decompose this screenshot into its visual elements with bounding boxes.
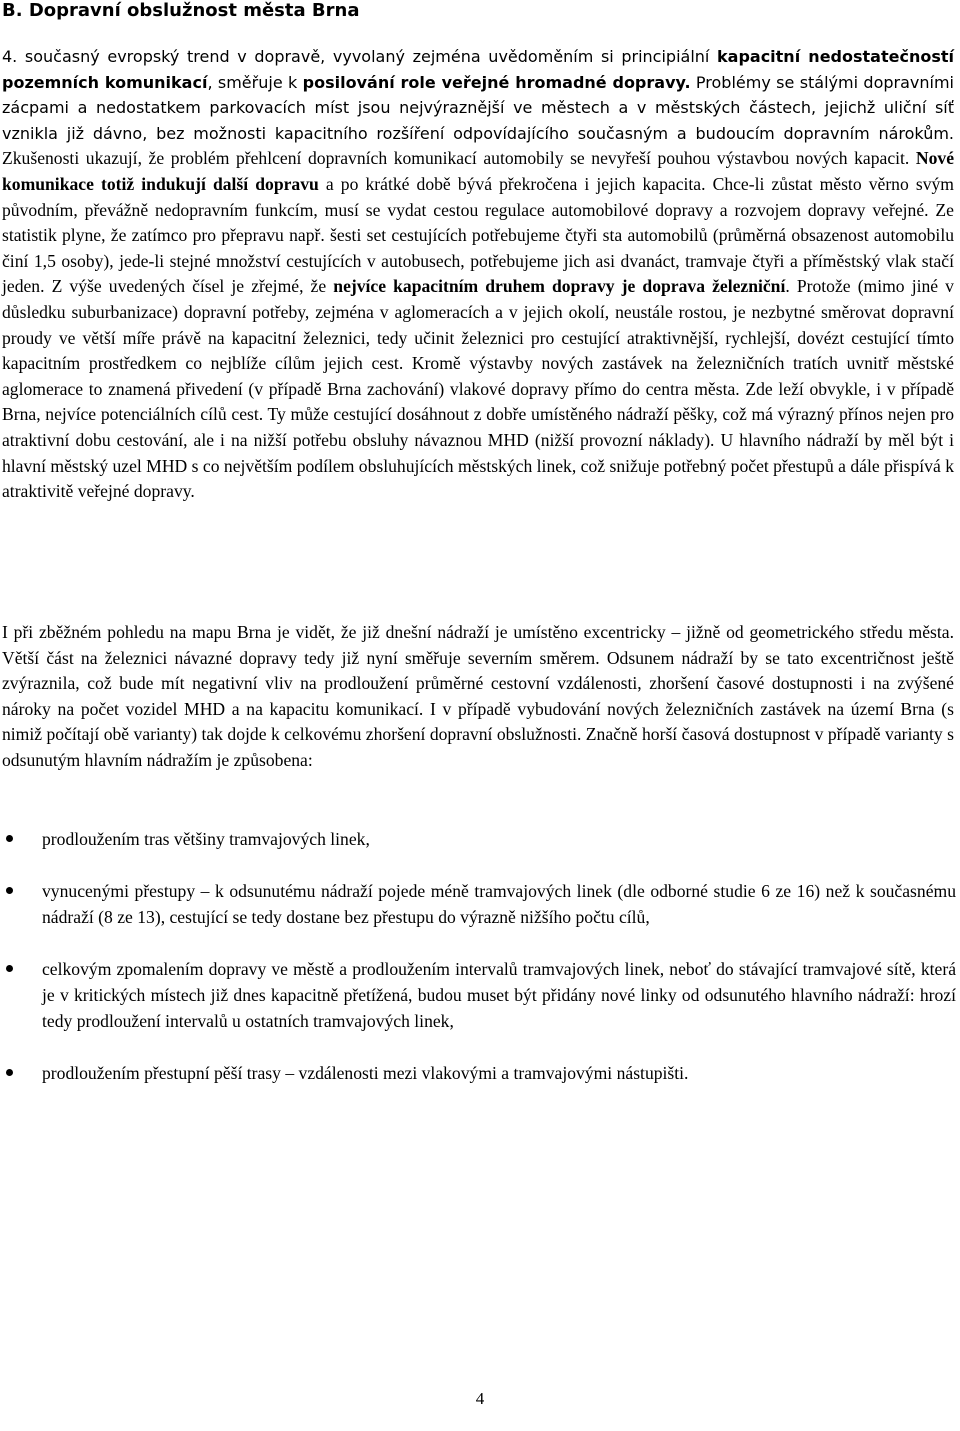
list-item xyxy=(0,1060,956,1086)
list-item-text: prodloužením tras většiny tramvajových linek, xyxy=(42,829,370,849)
bold-text: nejvíce kapacitním druhem dopravy je doprava železniční xyxy=(333,276,786,297)
bullet-icon xyxy=(6,965,13,972)
paragraph-intro xyxy=(2,44,954,505)
paragraph-text: . Protože (mimo jiné v důsledku suburbanizace) dopravní potřeby, zejména v aglomeracích a v jejich okolí, neustále rostou, je nezbytné směrovat dopravní proudy ve větší míře právě na kapacitní železnici, tedy učinit železnici pro cestující atraktivnější, rychlejší, dovézt cestující tímto kapacitním prostředkem co nejblíže cílům jejich cest. Kromě výstavby nových zastávek na železničních tratích uvnitř městské aglomerace to znamená přivedení (v případě Brna zachování) vlakové dopravy přímo do centra města. Zde leží obvykle, i v případě Brna, nejvíce potenciálních cílů cest. Ty může cestující dosáhnout z dobře umístěného nádraží pěšky, což má výrazný přínos nejen pro atraktivní dobu cestování, ale i na nižší potřebu obsluhy návaznou MHD (nižší provozní náklady). U hlavního nádraží by měl být i hlavní městský uzel MHD s co největším podílem obsluhujících městských linek, což snižuje potřebný počet přestupů a dále přispívá k atraktivitě veřejné dopravy. xyxy=(2,276,954,502)
paragraph-text: , směřuje k xyxy=(207,72,303,92)
list-item xyxy=(0,878,956,930)
paragraph-text: a po krátké době bývá překročena i jejich kapacita. Chce-li zůstat město věrno svým původním, převážně nedopravním funkcím, musí se vydat cestou regulace automobilové dopravy a rozvojem dopravy veřejné. Ze statistik plyne, že zatímco pro přepravu např. šesti set cestujících potřebujeme čtyři sta automobilů (průměrná obsazenost automobilu činí 1,5 osoby), jede-li stejné množství cestujících v autobusech, potřebujeme jich asi dvanáct, tramvaje čtyři a příměstský vlak stačí jeden. Z výše uvedených čísel je zřejmé, že xyxy=(2,173,954,297)
section-heading: B. Dopravní obslužnost města Brna xyxy=(2,0,360,21)
page-number: 4 xyxy=(475,1389,485,1408)
bullet-icon xyxy=(6,1069,13,1076)
paragraph-text: Zkušenosti ukazují, že problém přehlcení dopravních komunikací automobily se nevyřeší pouhou výstavbou nových kapacit. xyxy=(2,148,916,169)
bold-text: kapacitní nedostatečností pozemních komunikací xyxy=(2,47,954,92)
list-item-text: vynucenými přestupy – k odsunutému nádraží pojede méně tramvajových linek (dle odborné studie 6 ze 16) než k současnému nádraží (8 ze 13), cestující se tedy dostane bez přestupu do výrazně nižšího počtu cílů, xyxy=(42,881,956,927)
list-item-text: prodloužením přestupní pěší trasy – vzdálenosti mezi vlakovými a tramvajovými nástupišti. xyxy=(42,1063,689,1083)
paragraph-text: 4. současný evropský trend v dopravě, vyvolaný zejména uvědoměním si principiální xyxy=(2,47,717,66)
bullet-icon xyxy=(6,887,13,894)
bullet-icon xyxy=(6,835,13,842)
paragraph-text: Problémy se stálými dopravními zácpami a nedostatkem parkovacích míst jsou nejvýraznější ve městech a v městských částech, jejichž uliční síť vznikla již dávno, bez možnosti kapacitního rozšíření odpovídajícího současným a budoucím dopravním nárokům. xyxy=(2,72,954,143)
paragraph-map: I při zběžném pohledu na mapu Brna je vidět, že již dnešní nádraží je umístěno excentricky – jižně od geometrického středu města. Větší část na železnici návazné dopravy tedy již nyní směřuje severním směrem. Odsunem nádraží by se tato excentričnost ještě zvýraznila, což bude mít negativní vliv na prodloužení průměrné cestovní vzdálenosti, zhoršení časové dostupnosti i na zvýšené nároky na počet vozidel MHD a na kapacitu komunikací. I v případě vybudování nových železničních zastávek na území Brna (s nimiž počítají obě varianty) tak dojde k celkovému zhoršení dopravní obslužnosti. Značně horší časová dostupnost v případě varianty s odsunutým hlavním nádražím je způsobena: xyxy=(2,622,954,770)
list-item xyxy=(0,956,956,1034)
bold-text: posilování role veřejné hromadné dopravy. xyxy=(302,72,691,92)
list-item-text: celkovým zpomalením dopravy ve městě a prodloužením intervalů tramvajových linek, neboť do stávající tramvajové sítě, která je v kritických místech již dnes kapacitně přetížená, budou muset být přidány nové linky od odsunutého hlavního nádraží: hrozí tedy prodloužení intervalů u ostatních tramvajových linek, xyxy=(42,959,956,1031)
bullet-list xyxy=(0,826,956,1086)
bold-text: Nové komunikace totiž indukují další dopravu xyxy=(2,148,954,194)
list-item xyxy=(0,826,956,852)
